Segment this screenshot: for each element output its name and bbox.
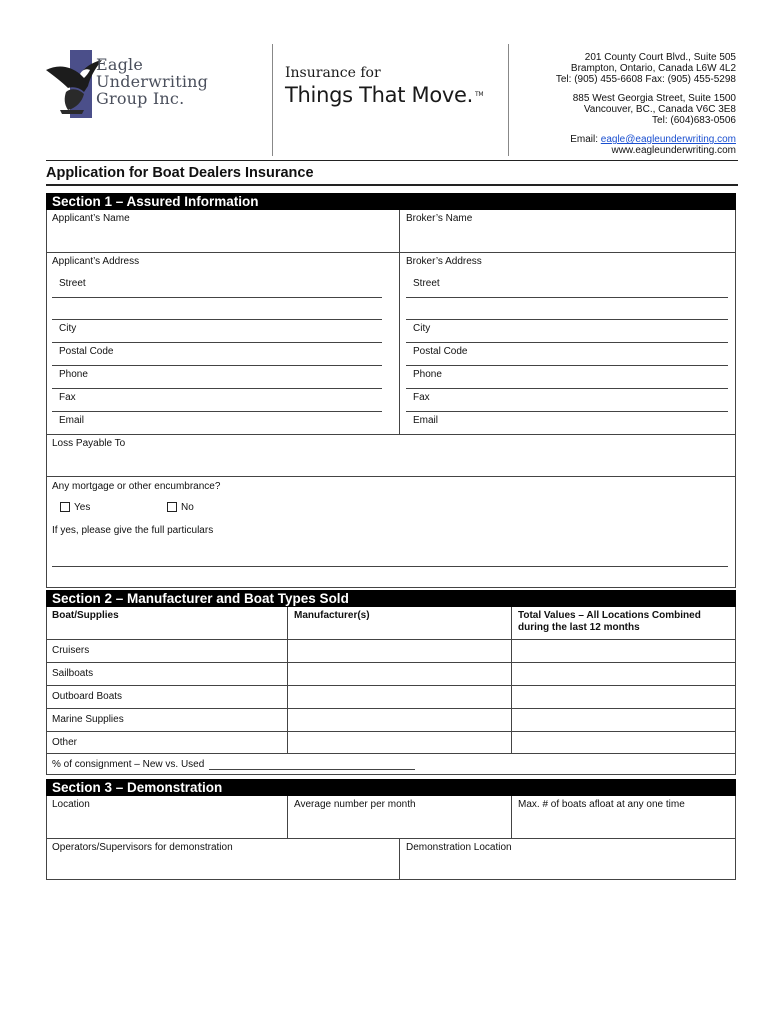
broker-street-input[interactable] xyxy=(406,297,728,298)
s3-row-line xyxy=(46,838,736,839)
col-total-values-header xyxy=(518,610,701,634)
consignment-input[interactable] xyxy=(209,769,415,770)
broker-phone-label: Phone xyxy=(413,369,442,380)
broker-fax-input[interactable] xyxy=(406,411,728,412)
applicant-phone-input[interactable] xyxy=(52,388,382,389)
address1-line2: Brampton, Ontario, Canada L6W 4L2 xyxy=(570,63,736,74)
email-line xyxy=(556,134,736,145)
col-boat-supplies-header: Boat/Supplies xyxy=(52,610,119,621)
table-row-sailboats: Sailboats xyxy=(52,668,94,679)
table-line-3 xyxy=(46,708,736,709)
broker-street-label: Street xyxy=(413,278,440,289)
row-line-1 xyxy=(46,252,736,253)
table-row-cruisers: Cruisers xyxy=(52,645,90,656)
row-line-2 xyxy=(46,434,736,435)
mortgage-yes-label: Yes xyxy=(74,502,91,513)
applicant-street-input-2[interactable] xyxy=(52,319,382,320)
tagline-small: Insurance for xyxy=(285,65,381,81)
applicant-postal-label: Postal Code xyxy=(59,346,114,357)
section3-heading: Section 3 – Demonstration xyxy=(46,779,736,796)
broker-postal-input[interactable] xyxy=(406,365,728,366)
page-title: Application for Boat Dealers Insurance xyxy=(46,165,314,181)
address2-line3: Tel: (604)683-0506 xyxy=(652,115,736,126)
applicant-postal-input[interactable] xyxy=(52,365,382,366)
letterhead xyxy=(0,0,770,160)
address2-line1: 885 West Georgia Street, Suite 1500 xyxy=(572,93,736,104)
address2-line2: Vancouver, BC., Canada V6C 3E8 xyxy=(583,104,736,115)
applicant-fax-input[interactable] xyxy=(52,411,382,412)
particulars-label: If yes, please give the full particulars xyxy=(52,525,214,536)
mortgage-question: Any mortgage or other encumbrance? xyxy=(52,481,221,492)
logo-line-3: Group Inc. xyxy=(96,89,185,108)
s3-divider-2 xyxy=(511,796,512,838)
table-row-outboard-boats: Outboard Boats xyxy=(52,691,123,702)
address1-line3: Tel: (905) 455-6608 Fax: (905) 455-5298 xyxy=(555,74,736,85)
broker-city-label: City xyxy=(413,323,431,334)
tagline-big-text: Things That Move. xyxy=(285,83,474,107)
applicants-address-label: Applicant’s Address xyxy=(52,256,140,267)
applicants-name-label: Applicant’s Name xyxy=(52,213,130,224)
applicant-email-label: Email xyxy=(59,415,85,426)
email-link[interactable]: eagle@eagleunderwriting.com xyxy=(600,134,736,145)
broker-fax-label: Fax xyxy=(413,392,430,403)
col-total-values-line1: Total Values – All Locations Combined xyxy=(518,610,701,621)
tagline-big xyxy=(285,82,483,108)
applicant-street-input[interactable] xyxy=(52,297,382,298)
header-divider-left xyxy=(272,44,273,156)
mortgage-yes-checkbox[interactable] xyxy=(60,502,70,512)
contact-block xyxy=(556,52,736,156)
tagline xyxy=(285,64,483,108)
location-label: Location xyxy=(52,799,90,810)
company-logo xyxy=(44,48,244,124)
col-manufacturers-header: Manufacturer(s) xyxy=(294,610,370,621)
broker-email-label: Email xyxy=(413,415,439,426)
mortgage-no-label: No xyxy=(181,502,194,513)
title-top-rule xyxy=(46,160,738,161)
table-line-2 xyxy=(46,685,736,686)
table-line-5 xyxy=(46,753,736,754)
table-row-marine-supplies: Marine Supplies xyxy=(52,714,124,725)
brokers-name-label: Broker’s Name xyxy=(406,213,473,224)
demo-location-label: Demonstration Location xyxy=(406,842,512,853)
email-label: Email: xyxy=(570,134,598,145)
logo-line-1: Eagle xyxy=(96,55,144,74)
header-divider-right xyxy=(508,44,509,156)
section1-heading: Section 1 – Assured Information xyxy=(46,193,736,210)
section2-heading: Section 2 – Manufacturer and Boat Types Sold xyxy=(46,590,736,607)
title-bottom-rule xyxy=(46,184,738,186)
applicant-phone-label: Phone xyxy=(59,369,88,380)
broker-phone-input[interactable] xyxy=(406,388,728,389)
consignment-label: % of consignment – New vs. Used xyxy=(52,759,205,770)
table-line-4 xyxy=(46,731,736,732)
website-text: www.eagleunderwriting.com xyxy=(611,145,736,156)
broker-city-input[interactable] xyxy=(406,342,728,343)
particulars-input[interactable] xyxy=(52,566,728,567)
table-line-0 xyxy=(46,639,736,640)
mortgage-no-checkbox[interactable] xyxy=(167,502,177,512)
broker-street-input-2[interactable] xyxy=(406,319,728,320)
applicant-city-input[interactable] xyxy=(52,342,382,343)
loss-payable-label: Loss Payable To xyxy=(52,438,126,449)
eagle-logo-icon xyxy=(44,48,104,124)
applicant-street-label: Street xyxy=(59,278,86,289)
broker-postal-label: Postal Code xyxy=(413,346,468,357)
logo-line-2: Underwriting xyxy=(96,72,209,91)
logo-wordmark xyxy=(96,56,208,107)
table-row-other: Other xyxy=(52,737,78,748)
brokers-address-label: Broker’s Address xyxy=(406,256,482,267)
applicant-city-label: City xyxy=(59,323,77,334)
trademark-mark: TM xyxy=(475,91,484,98)
s3-divider-3 xyxy=(399,838,400,880)
name-divider xyxy=(399,210,400,252)
max-afloat-label: Max. # of boats afloat at any one time xyxy=(518,799,685,810)
address-divider xyxy=(399,252,400,434)
row-line-3 xyxy=(46,476,736,477)
s3-divider-1 xyxy=(287,796,288,838)
applicant-fax-label: Fax xyxy=(59,392,76,403)
col-total-values-line2: during the last 12 months xyxy=(518,622,640,633)
address1-line1: 201 County Court Blvd., Suite 505 xyxy=(584,52,736,63)
avg-per-month-label: Average number per month xyxy=(294,799,416,810)
operators-label: Operators/Supervisors for demonstration xyxy=(52,842,233,853)
table-line-1 xyxy=(46,662,736,663)
